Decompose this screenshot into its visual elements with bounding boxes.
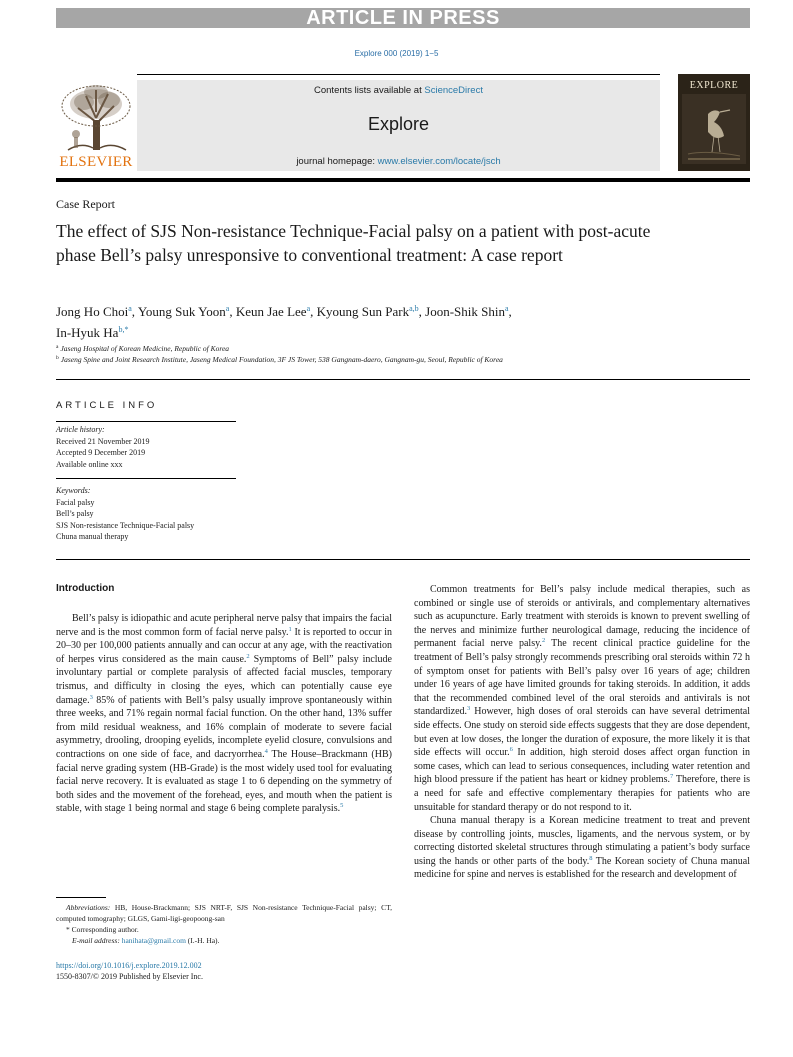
contents-availability	[137, 85, 660, 96]
journal-header-box	[137, 80, 660, 171]
author-name[interactable]: Kyoung Sun Park	[316, 304, 410, 319]
elsevier-tree-icon	[56, 82, 136, 154]
elsevier-logo[interactable]	[56, 82, 136, 174]
article-title: The effect of SJS Non-resistance Technique-Facial palsy on a patient with post-acute phase Bell’s palsy unresponsive to conventional treatment: A case report	[56, 221, 651, 265]
body-paragraph: Common treatments for Bell’s palsy include medical therapies, such as combined or single use of steroids or antivirals, and complementary alternatives such as acupuncture. Early treatment with steroids is known to prevent swelling of the nerves and minimize further neurological damage, reducing the incidence of permanent facial nerve palsy.$^2$ The recent clinical practice guideline for the treatment of Bell’s palsy strongly recommends prescribing oral steroids within 72 h of symptom onset for patients with Bell’s palsy over 16 years of age; children under 16 years of age have limited grounds for taking steroids. In addition, it adds that the recommended combined level of the oral steroids and antivirals is not standardized.$^3$ However, high doses of oral steroids can have several detrimental side effects. One study on steroid side effects suggests that they are dose dependent, but even at low doses, the longer the duration of exposure, the more likely it is that side effects will occur.$^6$ In addition, high steroid doses affect organ function in some cases, which can lead to serious consequences, including water retention and high blood pressure if the patient has heart or kidney problems.$^7$ Therefore, there is a need for safe and effective complementary therapies for patients who are unsuitable for standard therapy or do not respond to it.	[414, 584, 750, 813]
footnotes	[56, 902, 392, 946]
author-affiliation-mark[interactable]: a,b	[409, 304, 419, 313]
affiliation-text: Jaseng Spine and Joint Research Institute, Jaseng Medical Foundation, 3F JS Tower, 538 Gangnam-daero, Gangnam-gu, Seoul, Republic of Korea	[60, 355, 503, 364]
article-info-rule	[56, 421, 236, 422]
affiliation-a	[56, 344, 229, 353]
introduction-heading: Introduction	[56, 583, 115, 594]
sciencedirect-link[interactable]: ScienceDirect	[424, 85, 483, 96]
keyword: Bell’s palsy	[56, 509, 94, 518]
cover-title: EXPLORE	[689, 80, 739, 91]
author-name[interactable]: Jong Ho Choi	[56, 304, 129, 319]
elsevier-wordmark: ELSEVIER	[59, 154, 133, 170]
keyword: Facial palsy	[56, 497, 95, 507]
article-in-press-banner: ARTICLE IN PRESS	[56, 8, 750, 28]
email-label: E-mail address:	[72, 936, 120, 945]
email-suffix: (I.-H. Ha).	[185, 936, 220, 945]
history-label: Article history:	[56, 425, 105, 434]
homepage-link[interactable]: www.elsevier.com/locate/jsch	[377, 156, 501, 167]
affiliation-b	[56, 355, 503, 364]
footnote-rule	[56, 897, 106, 898]
body-paragraph: Chuna manual therapy is a Korean medicine treatment to treat and prevent disease by controlling joints, muscles, ligaments, and the nervous system, or by correcting distorted skeletal structures through stimulating a patient’s body surface using the hands or other parts of the body.$^8$ The Korean society of Chuna manual medicine for spine and nerves is established for the research and development of	[414, 815, 750, 881]
abstract-end-rule	[56, 559, 750, 560]
email-link[interactable]: hanihata@gmail.com	[121, 936, 186, 945]
author-affiliation-mark[interactable]: a	[504, 304, 509, 313]
header-top-rule	[137, 74, 660, 75]
author-name[interactable]: Young Suk Yoon	[137, 304, 226, 319]
keyword: SJS Non-resistance Technique-Facial palsy	[56, 520, 195, 530]
keywords-rule	[56, 478, 236, 479]
article-history	[56, 424, 150, 470]
keywords-block	[56, 485, 194, 543]
keyword: Chuna manual therapy	[56, 532, 129, 541]
doi-link[interactable]: https://doi.org/10.1016/j.explore.2019.12.002	[56, 961, 202, 970]
received-date: Received 21 November 2019	[56, 436, 150, 446]
citation-ref[interactable]: 8	[589, 854, 593, 862]
heron-icon	[678, 74, 750, 171]
author-affiliation-mark[interactable]: b,*	[118, 325, 129, 334]
body-paragraph: Bell’s palsy is idiopathic and acute peripheral nerve palsy that impairs the facial nerve and is the most common form of facial nerve palsy.$^1$ It is reported to occur in 20–30 per 100,000 patients annually and can occur at any age, with the reactivation of herpes virus considered as the main cause.$^2$ Symptoms of Bell” palsy include involuntary partial or complete paralysis of affected facial muscles, temporary trismus, and difficulty in closing the eyes, which can potentially cause eye damage.$^3$ 85% of patients with Bell’s palsy usually improve spontaneously within three weeks, and 71% regain normal facial function. On the other hand, 13% suffer from mild residual weakness, and 16% complain of moderate to severe facial asymmetry, drooling, drooping eyelids, incomplete eyelid closure, convulsions and contractions on one side of face, and dacryorrhea.$^4$ The House–Brackmann (HB) facial nerve grading system (HB-Grade) is the most widely used tool for evaluating facial nerve recovery. It is evaluated as stage 1 to 6 depending on the symmetry of both sides and the movement of the forehead, eyes, and mouth when the patient is stable, with stage 1 being normal and stage 6 being complete paralysis.$^5$	[56, 613, 392, 815]
article-type: Case Report	[56, 197, 115, 211]
journal-name: Explore	[367, 114, 430, 134]
citation-ref[interactable]: 3	[467, 705, 471, 713]
journal-cover[interactable]	[678, 74, 750, 171]
citation-ref[interactable]: 1	[288, 625, 292, 633]
citation-ref[interactable]: 4	[264, 747, 268, 755]
copyright-notice: 1550-8307/© 2019 Published by Elsevier Inc.	[56, 972, 203, 981]
citation-ref[interactable]: 2	[541, 637, 546, 645]
author-list: Jong Ho Choi$^a$, Young Suk Yoon$^a$, Keun Jae Lee$^a$, Kyoung Sun Park$^{a,b}$, Joon-Shik Shin$^a$, In-Hyuk $Ha^{b,*}$	[56, 304, 512, 340]
contents-prefix: Contents lists available at	[314, 85, 425, 96]
author-affiliation-mark[interactable]: a	[128, 304, 132, 313]
online-date: Available online xxx	[56, 459, 123, 469]
corresponding-author-note: * Corresponding author.	[66, 925, 139, 934]
citation-ref[interactable]: 2	[246, 652, 250, 660]
keywords-label: Keywords:	[56, 486, 91, 495]
affiliation-mark: b	[56, 355, 59, 361]
author-name[interactable]: Keun Jae Lee	[235, 304, 307, 319]
right-column	[414, 583, 750, 882]
journal-homepage	[137, 156, 660, 167]
citation-ref[interactable]: 5	[340, 802, 344, 810]
email-footnote	[56, 935, 392, 946]
homepage-prefix: journal homepage:	[296, 156, 378, 167]
affiliation-text: Jaseng Hospital of Korean Medicine, Republic of Korea	[60, 344, 230, 353]
left-column	[56, 612, 392, 816]
abbreviations-label: Abbreviations:	[66, 903, 111, 912]
citation-ref[interactable]: 3	[89, 693, 93, 701]
article-info-heading: ARTICLE INFO	[56, 400, 158, 411]
abbreviations-footnote	[56, 902, 392, 924]
author-name[interactable]: Joon-Shik Shin	[425, 304, 505, 319]
header-bottom-rule	[56, 178, 750, 182]
citation-ref[interactable]: 7	[669, 773, 674, 781]
journal-citation[interactable]: Explore 000 (2019) 1−5	[354, 49, 439, 58]
accepted-date: Accepted 9 December 2019	[56, 448, 146, 457]
affiliation-mark: a	[56, 344, 59, 350]
front-matter-rule	[56, 379, 750, 380]
author-affiliation-mark[interactable]: a	[306, 304, 311, 313]
author-affiliation-mark[interactable]: a	[225, 304, 230, 313]
abbreviations-text: HB, House-Brackmann; SJS NRT-F, SJS Non-resistance Technique-Facial palsy; CT, computed tomography; GLGS, Gami-ligi-geopoong-san	[56, 903, 392, 923]
author-name[interactable]: In-Hyuk Ha	[56, 325, 119, 340]
citation-ref[interactable]: 6	[509, 746, 513, 754]
